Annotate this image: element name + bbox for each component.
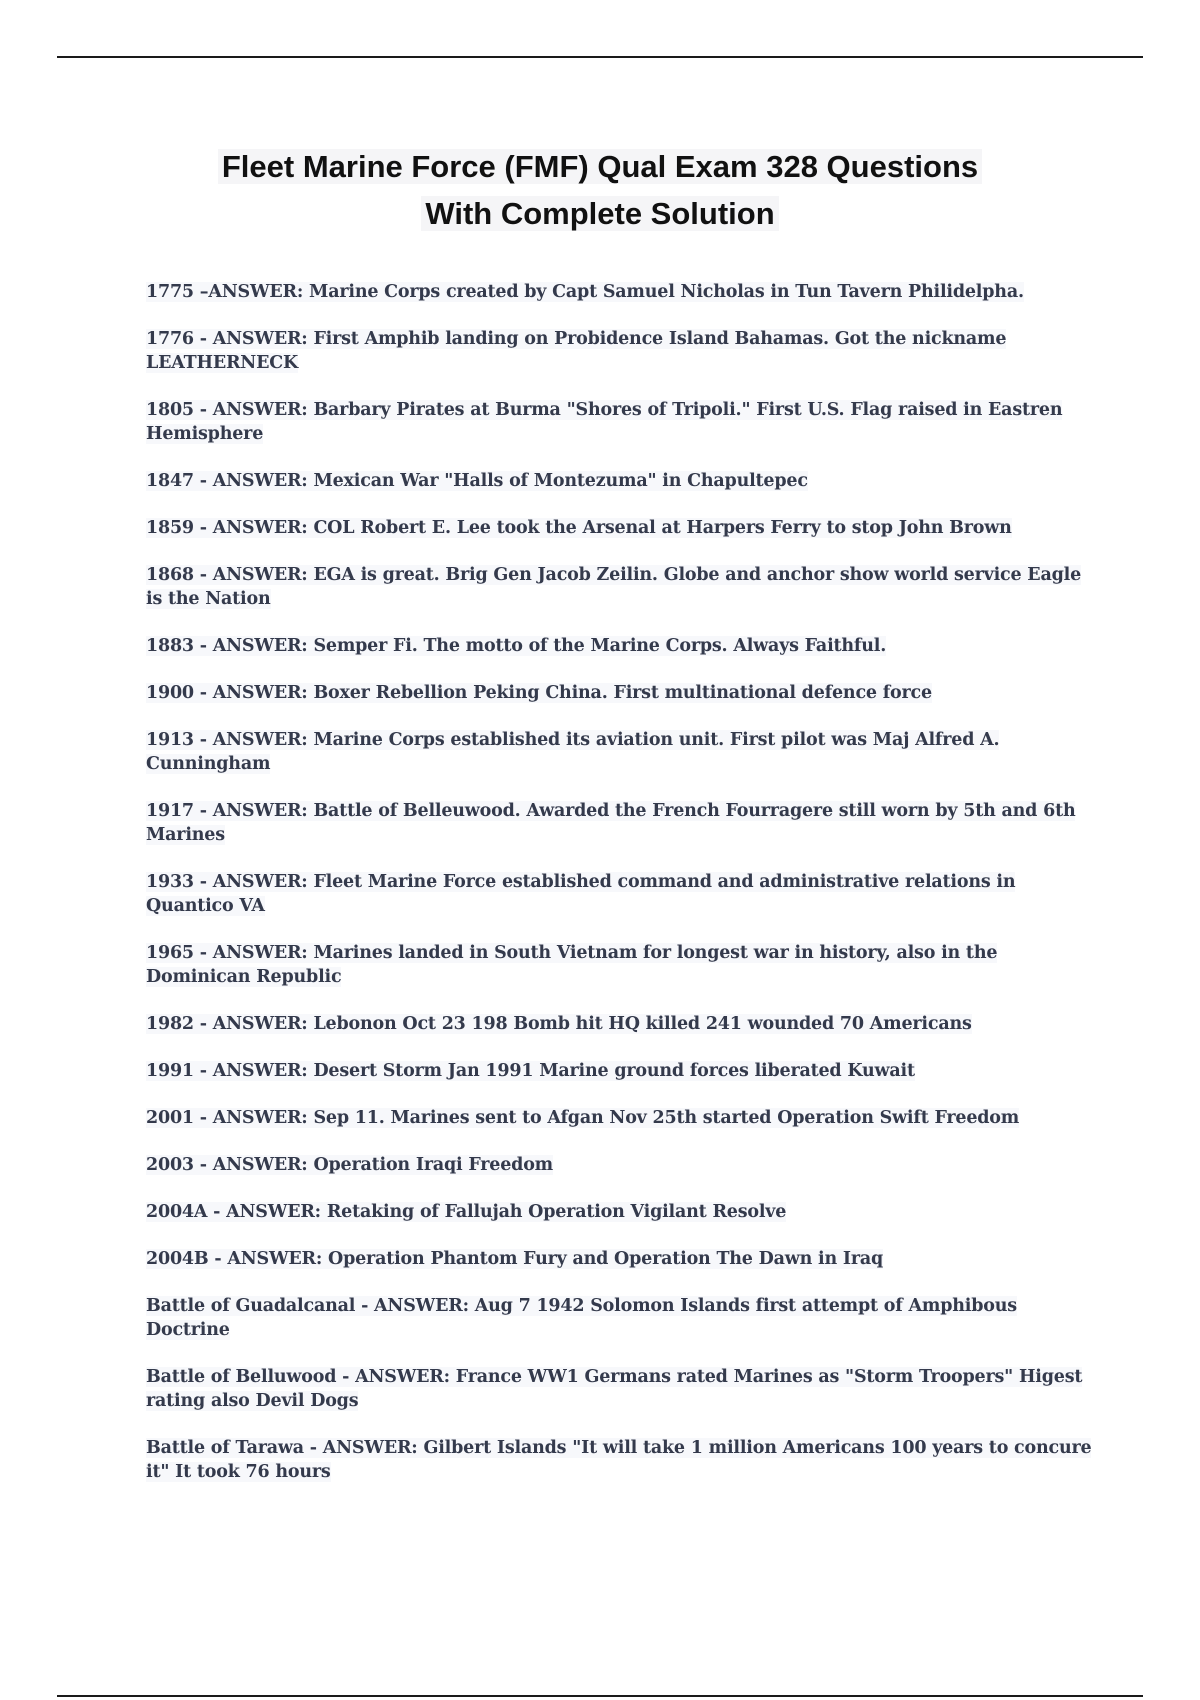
qa-item bbox=[146, 398, 1096, 446]
qa-item bbox=[146, 1436, 1096, 1484]
qa-item-text: 2001 - ANSWER: Sep 11. Marines sent to Afgan Nov 25th started Operation Swift Freedom bbox=[146, 1108, 1020, 1128]
qa-item-text: 1917 - ANSWER: Battle of Belleuwood. Awarded the French Fourragere still worn by 5th and 6th Marines bbox=[146, 801, 1076, 845]
qa-item-text: 1982 - ANSWER: Lebonon Oct 23 198 Bomb hit HQ killed 241 wounded 70 Americans bbox=[146, 1014, 972, 1034]
qa-item-text: Battle of Guadalcanal - ANSWER: Aug 7 1942 Solomon Islands first attempt of Amphibous Doctrine bbox=[146, 1296, 1017, 1340]
qa-item-text: 1776 - ANSWER: First Amphib landing on Probidence Island Bahamas. Got the nickname LEATHERNECK bbox=[146, 329, 1007, 373]
qa-item-text: 1805 - ANSWER: Barbary Pirates at Burma "Shores of Tripoli." First U.S. Flag raised in Eastren Hemisphere bbox=[146, 400, 1063, 444]
qa-item bbox=[146, 1247, 1096, 1271]
qa-item bbox=[146, 728, 1096, 776]
qa-item-text: 2004B - ANSWER: Operation Phantom Fury and Operation The Dawn in Iraq bbox=[146, 1249, 884, 1269]
qa-item bbox=[146, 870, 1096, 918]
qa-item bbox=[146, 799, 1096, 847]
qa-item-text: 1913 - ANSWER: Marine Corps established its aviation unit. First pilot was Maj Alfred A. Cunningham bbox=[146, 730, 1000, 774]
qa-item-text: 1991 - ANSWER: Desert Storm Jan 1991 Marine ground forces liberated Kuwait bbox=[146, 1061, 915, 1081]
qa-item-text: 1965 - ANSWER: Marines landed in South Vietnam for longest war in history, also in the Dominican Republic bbox=[146, 943, 998, 987]
page-title bbox=[0, 143, 1200, 237]
qa-item bbox=[146, 1365, 1096, 1413]
qa-item-text: Battle of Tarawa - ANSWER: Gilbert Islands "It will take 1 million Americans 100 years to concure it" It took 76 hours bbox=[146, 1438, 1092, 1482]
qa-item bbox=[146, 563, 1096, 611]
qa-item-text: 1868 - ANSWER: EGA is great. Brig Gen Jacob Zeilin. Globe and anchor show world service Eagle is the Nation bbox=[146, 565, 1082, 609]
qa-item bbox=[146, 634, 1096, 658]
qa-item-text: Battle of Belluwood - ANSWER: France WW1 Germans rated Marines as "Storm Troopers" Higest rating also Devil Dogs bbox=[146, 1367, 1083, 1411]
title-line-2: With Complete Solution bbox=[421, 196, 778, 231]
qa-item bbox=[146, 1153, 1096, 1177]
qa-item bbox=[146, 1294, 1096, 1342]
title-line-1: Fleet Marine Force (FMF) Qual Exam 328 Questions bbox=[218, 149, 982, 184]
qa-item bbox=[146, 681, 1096, 705]
qa-item-text: 2003 - ANSWER: Operation Iraqi Freedom bbox=[146, 1155, 553, 1175]
top-rule bbox=[57, 56, 1143, 58]
qa-item bbox=[146, 280, 1096, 304]
qa-item bbox=[146, 1200, 1096, 1224]
qa-item bbox=[146, 1012, 1096, 1036]
qa-item bbox=[146, 941, 1096, 989]
qa-item bbox=[146, 469, 1096, 493]
bottom-rule bbox=[57, 1695, 1143, 1697]
qa-item bbox=[146, 516, 1096, 540]
qa-item-text: 1859 - ANSWER: COL Robert E. Lee took the Arsenal at Harpers Ferry to stop John Brown bbox=[146, 518, 1012, 538]
qa-item bbox=[146, 327, 1096, 375]
qa-list bbox=[146, 280, 1096, 1507]
qa-item-text: 1775 –ANSWER: Marine Corps created by Capt Samuel Nicholas in Tun Tavern Philidelpha. bbox=[146, 282, 1024, 302]
qa-item-text: 1883 - ANSWER: Semper Fi. The motto of the Marine Corps. Always Faithful. bbox=[146, 636, 887, 656]
qa-item-text: 1847 - ANSWER: Mexican War "Halls of Montezuma" in Chapultepec bbox=[146, 471, 808, 491]
qa-item-text: 2004A - ANSWER: Retaking of Fallujah Operation Vigilant Resolve bbox=[146, 1202, 787, 1222]
qa-item-text: 1933 - ANSWER: Fleet Marine Force established command and administrative relations in Quantico VA bbox=[146, 872, 1016, 916]
qa-item-text: 1900 - ANSWER: Boxer Rebellion Peking China. First multinational defence force bbox=[146, 683, 932, 703]
qa-item bbox=[146, 1106, 1096, 1130]
qa-item bbox=[146, 1059, 1096, 1083]
